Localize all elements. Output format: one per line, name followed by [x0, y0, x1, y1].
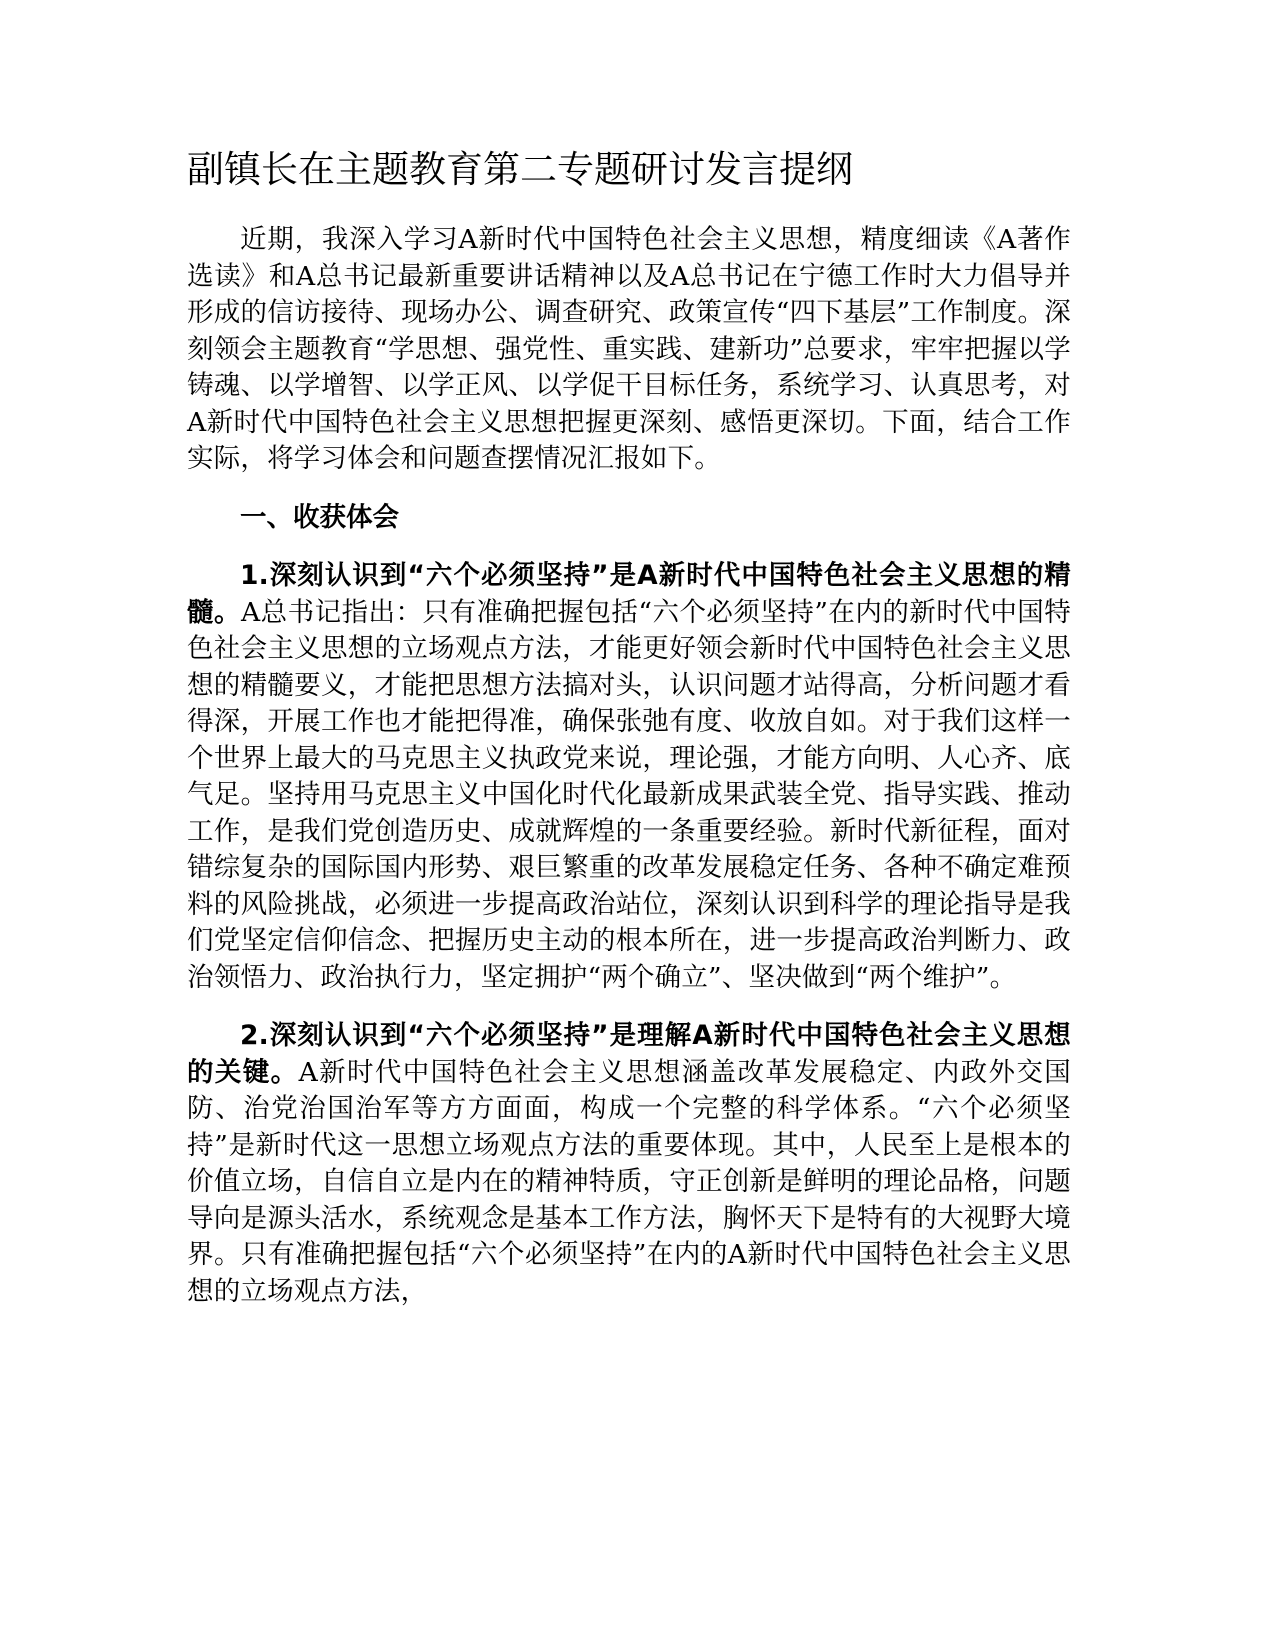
section-heading-harvest: 一、收获体会 [240, 501, 399, 533]
intro-paragraph: 近期，我深入学习A新时代中国特色社会主义思想，精度细读《A著作选读》和A总书记最新重要讲话精神以及A总书记在宁德工作时大力倡导并形成的信访接待、现场办公、调查研究、政策宣传“四下基层”工作制度。深刻领会主题教育“学思想、强党性、重实践、建新功”总要求，牢牢把握以学铸魂、以学增智、以学正风、以学促干目标任务，系统学习、认真思考，对A新时代中国特色社会主义思想把握更深刻、感悟更深切。下面，结合工作实际，将学习体会和问题查摆情况汇报如下。 [187, 224, 1071, 474]
document-title: 副镇长在主题教育第二专题研讨发言提纲 [187, 148, 853, 191]
point-1-text: A总书记指出：只有准确把握包括“六个必须坚持”在内的新时代中国特色社会主义思想的立场观点方法，才能更好领会新时代中国特色社会主义思想的精髓要义，才能把思想方法搞对头，认识问题才站得高，分析问题才看得深，开展工作也才能把得准，确保张弛有度、收放自如。对于我们这样一个世界上最大的马克思主义执政党来说，理论强，才能方向明、人心齐、底气足。坚持用马克思主义中国化时代化最新成果武装全党、指导实践、推动工作，是我们党创造历史、成就辉煌的一条重要经验。新时代新征程，面对错综复杂的国际国内形势、艰巨繁重的改革发展稳定任务、各种不确定难预料的风险挑战，必须进一步提高政治站位，深刻认识到科学的理论指导是我们党坚定信仰信念、把握历史主动的根本所在，进一步提高政治判断力、政治领悟力、政治执行力，坚定拥护“两个确立”、坚决做到“两个维护”。 [187, 596, 1071, 993]
point-2-text: A新时代中国特色社会主义思想涵盖改革发展稳定、内政外交国防、治党治国治军等方方面面，构成一个完整的科学体系。“六个必须坚持”是新时代这一思想立场观点方法的重要体现。其中，人民至上是根本的价值立场，自信自立是内在的精神特质，守正创新是鲜明的理论品格，问题导向是源头活水，系统观念是基本工作方法，胸怀天下是特有的大视野大境界。只有准确把握包括“六个必须坚持”在内的A新时代中国特色社会主义思想的立场观点方法， [187, 1056, 1071, 1307]
point-1-paragraph [187, 558, 1071, 996]
point-1-lead: 1.深刻认识到“六个必须坚持”是A新时代中国特色社会主义思想的精髓。 [187, 560, 1071, 628]
point-2-lead: 2.深刻认识到“六个必须坚持”是理解A新时代中国特色社会主义思想的关键。 [187, 1020, 1071, 1088]
document-body [187, 222, 1071, 1332]
point-2-paragraph [187, 1018, 1071, 1310]
